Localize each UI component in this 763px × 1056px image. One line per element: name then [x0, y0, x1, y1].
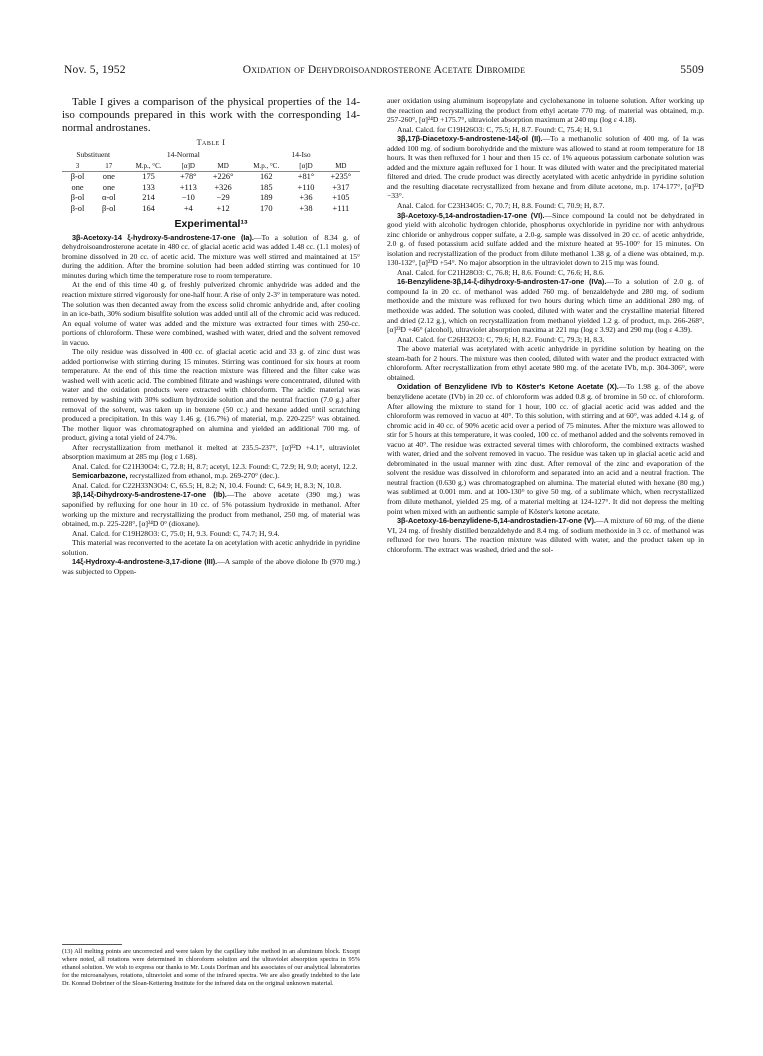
running-title: Oxidation of Dehydroisoandrosterone Acetate Dibromide [242, 64, 526, 76]
table-body [62, 172, 360, 215]
table-cell: 162 [259, 172, 273, 182]
paragraph-text: This material was reconverted to the acetate Ia on acetylation with acetic anhydride in pyridine solution. [62, 538, 360, 557]
body-paragraph [387, 268, 704, 278]
paragraph-text: Anal. Calcd. for C22H33N3O4: C, 65.5; H, 8.2; N, 10.4. Found: C, 64.9; H, 8.3; N, 10.8. [72, 480, 342, 490]
paragraph-text: After recrystallization from methanol it melted at 235.5-237°, [α]²²D +4.1°, ultraviolet absorption maximum at 285 mμ (log ε 1.68). [62, 442, 360, 462]
table-cell: −29 [216, 193, 230, 203]
body-paragraph [62, 347, 360, 442]
compound-heading: 3β-Acetoxy-5,14-androstadien-17-one (VI). [397, 210, 545, 220]
paragraph-text: recrystallized from ethanol, m.p. 269-270° (dec.). [127, 471, 280, 481]
compound-heading: Oxidation of Benzylidene IVb to Köster's Ketone Acetate (X). [397, 382, 619, 392]
body-paragraph [62, 529, 360, 539]
table-row [62, 193, 360, 204]
table-header-cell: 17 [93, 161, 124, 172]
paragraph-text: —To 1.98 g. of the above benzylidene acetate (IVb) in 20 cc. of chloroform was added 0.8 g. of bromine in 50 cc. of chloroform. After allowing the mixture to stand for 1 hour, 100 cc. of glacial acetic acid was added and the chloroform was removed in vacuo at 40°. To this solution, with stirring and at 60°, was added 4.14 g. of chromic acid in 40 cc. of 90% acetic acid over a period of 75 minutes. After the mixture was allowed to stir for 5 hours at this temperature, it was cooled, 100 cc. of methanol added and the solvents removed in vacuo at 40°. The residue was extracted several times with chloroform, the combined extracts washed with water, dried and the solvent removed in vacuo. The residue was taken up in glacial acetic acid and debrominated in the usual manner with zinc dust. After removal of the zinc and evaporation of the solvent the residue was dissolved in chloroform and separated into an acid and a neutral fraction. The neutral fraction (0.630 g.) was chromatographed on alumina. The material eluted with hexane (80 mg.) was sublimed at 0.001 mm. and at 100-130° to give 50 mg. of a sublimate which, when recrystallized from dilute methanol, yielded 25 mg. of a material melting at 124-127°. It did not depress the melting point when mixed with an authentic sample of Köster's ketone acetate. [387, 382, 704, 516]
body-paragraph [387, 516, 704, 554]
paragraph-text: auer oxidation using aluminum isopropylate and cyclohexanone in toluene solution. After working up the reaction and recrystallizing the product from ethyl acetate 770 mg. of material was obtained, m.p. 257-260°, [α]²⁴D +175.7°, ultraviolet absorption maximum at 240 mμ (log ε 4.18). [387, 96, 704, 125]
compound-heading: 14ξ-Hydroxy-4-androstene-3,17-dione (III). [72, 557, 218, 567]
body-paragraph [387, 277, 704, 334]
table-cell: +110 [297, 182, 315, 192]
table-cell: 164 [142, 203, 155, 213]
table-header-cell: MD [322, 161, 360, 172]
right-column [387, 96, 704, 554]
compound-heading: 16-Benzylidene-3β,14-ξ-dihydroxy-5-androsten-17-one (IVa). [397, 277, 607, 287]
table-header-cell: [α]D [173, 161, 204, 172]
group-substituent: Substituent [76, 150, 111, 160]
left-paragraphs [62, 233, 360, 577]
table-cell: one [102, 172, 115, 182]
table-cell: +226° [212, 172, 234, 182]
paragraph-text: Anal. Calcd. for C23H34O5: C, 70.7; H, 8.8. Found: C, 70.9; H, 8.7. [397, 201, 605, 211]
table-cell: +235° [330, 172, 352, 182]
paragraph-text: At the end of this time 40 g. of freshly pulverized chromic anhydride was added and the reaction mixture stirred vigorously for one-half hour. A rise of only 2-3° in temperature was noted. The solution was then decanted away from the excess solid chromic anhydride and, after cooling in an ice-bath, 30% sodium bisulfite solution was added until all of the chromic acid was reduced. An equal volume of water was added and the mixture was extracted four times with 250-cc. portions of chloroform. These were combined, washed with water, dried and the solvent removed in vacuo. [62, 280, 360, 347]
table-header-cell: MD [204, 161, 242, 172]
compound-heading: 3β-Acetoxy-14 ξ-hydroxy-5-androstene-17-one (Ia). [72, 232, 254, 242]
body-paragraph [387, 96, 704, 125]
table-cell: 175 [142, 172, 155, 182]
table-header-cell: M.p., °C. [125, 161, 173, 172]
body-paragraph [387, 344, 704, 382]
body-paragraph [62, 233, 360, 281]
compound-heading: 3β-Acetoxy-16-benzylidene-5,14-androstadien-17-one (V). [397, 516, 596, 526]
table-cell: +12 [216, 203, 230, 213]
body-paragraph [387, 125, 704, 135]
table-cell: +38 [299, 203, 313, 213]
paragraph-text: Anal. Calcd. for C26H32O3: C, 79.6; H, 8.2. Found: C, 79.3; H, 8.3. [397, 334, 605, 344]
footnote: (13) All melting points are uncorrected and were taken by the capillary tube method in an aluminum block. Except where noted, all rotations were determined in chloroform solution and the ultraviolet absorption spectra in 95% ethanol solution. We wish to express our thanks to Mr. Louis Dorfman and his associates of our analytical laboratories for the microanalyses, rotations, ultraviolet and some of the infrared spectra. We are also greatly indebted to the late Dr. Konrad Dobriner of the Sloan-Kettering Institute for the infrared data on the original unknown material. [62, 948, 360, 987]
paragraph-text: The above material was acetylated with acetic anhydride in pyridine solution by heating on the steam-bath for 2 hours. The mixture was then cooled, diluted with water and the product extracted with chloroform. After recrystallization from ethyl acetate 980 mg. of the acetate IVb, m.p. 304-306°, were obtained. [387, 344, 704, 382]
body-paragraph [387, 201, 704, 211]
table-column-headers [62, 161, 360, 172]
table-header-cell: [α]D [290, 161, 321, 172]
table-cell: +113 [179, 182, 197, 192]
paragraph-text: —Since compound Ia could not be dehydrated in good yield with alcoholic hydrogen chloride, phosphorus oxychloride in pyridine nor with anhydrous zinc chloride or anhydrous copper sulfate, a 2.0-g. sample was dissolved in 20 cc. of acetic anhydride, 2.0 g. of fused potassium acid sulfate added and the mixture heated at 95-100° for 15 minutes. On isolation and recrystallization of the product from dilute methanol 1.38 g. of a diene was obtained, m.p. 130-132°, [α]²³D +54°. No major absorption in the ultraviolet down to 215 mμ was found. [387, 210, 704, 268]
table-row [62, 204, 360, 215]
table-cell: +78° [180, 172, 197, 182]
paragraph-text: —The above acetate (390 mg.) was saponified by refluxing for one hour in 10 cc. of 5% potassium hydroxide in methanol. After working up the mixture and recrystallizing the product from methanol, 250 mg. of material was obtained, m.p. 225-228°, [α]²⁴D 0° (dioxane). [62, 490, 360, 529]
table-cell: +81° [297, 172, 315, 182]
compound-heading: Semicarbazone, [72, 471, 128, 481]
body-paragraph [62, 490, 360, 528]
body-paragraph [387, 335, 704, 345]
paragraph-text: —A sample of the above diolone Ib (970 mg.) was subjected to Oppen- [62, 557, 360, 576]
body-paragraph [62, 280, 360, 347]
table-cell: β-ol [70, 203, 85, 213]
table-cell: 185 [259, 182, 273, 192]
table-caption: Table I [196, 137, 226, 147]
page-header [64, 64, 704, 80]
body-paragraph [387, 134, 704, 201]
compound-heading: 3β,17β-Diacetoxy-5-androstene-14ξ-ol (II). [397, 134, 543, 144]
table-cell: β-ol [70, 172, 85, 182]
table-cell: one [71, 182, 84, 192]
compound-heading: 3β,14ξ-Dihydroxy-5-androstene-17-one (Ib). [72, 490, 227, 500]
group-normal: 14-Normal [166, 150, 200, 160]
left-column [62, 96, 360, 576]
table-cell: one [102, 182, 115, 192]
table-row [62, 172, 360, 183]
table-1 [62, 150, 360, 214]
paragraph-text: Anal. Calcd. for C21H28O3: C, 76.8; H, 8.6. Found: C, 76.6; H, 8.6. [397, 267, 605, 277]
table-row [62, 183, 360, 194]
table-header-cell: 3 [62, 161, 93, 172]
table-cell: +36 [299, 193, 313, 203]
group-iso: 14-Iso [291, 150, 311, 160]
table-cell: +4 [183, 203, 193, 213]
header-date: Nov. 5, 1952 [64, 64, 126, 76]
page-number: 5509 [680, 64, 704, 76]
table-header-cell: M.p., °C. [242, 161, 290, 172]
table-cell: 133 [142, 182, 155, 192]
body-paragraph [62, 481, 360, 491]
footnote-rule [62, 944, 122, 945]
table-cell: +105 [332, 193, 350, 203]
table-cell: +111 [332, 203, 350, 213]
table-cell: 189 [259, 193, 273, 203]
body-paragraph [62, 443, 360, 462]
body-paragraph [62, 538, 360, 557]
paragraph-text: Anal. Calcd. for C21H30O4: C, 72.8; H, 8.7; acetyl, 12.3. Found: C, 72.9; H, 9.0; acetyl, 12.2. [72, 461, 358, 471]
paragraph-text: —To a solution of 8.34 g. of dehydroisoandrosterone acetate in 480 cc. of glacial acetic acid was added 1.48 cc. (1.1 moles) of bromine dissolved in 20 cc. of acetic acid. The mixture was well stirred and maintained at 15° during the addition. After the bromine solution had been added stirring was continued for 10 minutes during which time the temperature rose to room temperature. [62, 232, 360, 280]
table-cell: β-ol [102, 203, 116, 213]
table-cell: +317 [332, 182, 350, 192]
table-cell: +326 [214, 182, 232, 192]
body-paragraph [387, 382, 704, 516]
paragraph-text: Anal. Calcd. for C19H26O3: C, 75.5; H, 8.7. Found: C, 75.4; H, 9.1 [397, 124, 603, 134]
table-cell: α-ol [101, 193, 116, 203]
body-paragraph [62, 557, 360, 576]
paragraph-text: The oily residue was dissolved in 400 cc. of glacial acetic acid and 33 g. of zinc dust was added portionwise with stirring during 15 minutes. Stirring was continued for six hours at room temperature. At the end of this time the reaction mixture was filtered and the filter cake was washed well with acetic acid. The combined filtrate and washings were concentrated, diluted with water and the oxidation products were extracted with chloroform. The acidic material was removed by washing with 30% sodium hydroxide solution and the neutral fraction (7.0 g.) after removal of the solvent, was taken up in benzene (50 cc.) and hexane added until scratching produced a precipitation. In this way 1.46 g. (16.7%) of material, m.p. 220-225° was obtained. The mother liquor was chromatographed on alumina and yielded an additional 700 mg. of product, giving a total yield of 24.7%. [62, 347, 360, 443]
table-cell: 170 [259, 203, 273, 213]
intro-paragraph: Table I gives a comparison of the physical properties of the 14-iso compounds prepared in this work with the corresponding 14-normal androstanes. [62, 96, 360, 135]
right-paragraphs [387, 96, 704, 554]
paragraph-text: —To a methanolic solution of 400 mg. of Ia was added 100 mg. of sodium borohydride and the mixture was allowed to stand at room temperature for 18 hours. It was then refluxed for 1 hour and then 15 cc. of 1% aqueous potassium carbonate solution was added and the mixture again refluxed for 1 hour. It was diluted with water and the precipitated material filtered and dried. The crude product was directly acetylated with acetic anhydride in pyridine solution and the resulting diacetate recrystallized from hexane and from dilute acetone, m.p. 174-177°, [α]²³D −33°. [387, 134, 704, 201]
paragraph-text: —A mixture of 60 mg. of the diene VI, 24 mg. of freshly distilled benzaldehyde and 8.4 mg. of sodium methoxide in 3 cc. of methanol was refluxed for two hours. The reaction mixture was diluted with water, and the product taken up in chloroform. The extract was washed, dried and the sol- [387, 516, 704, 554]
table-group-header [62, 150, 360, 161]
body-paragraph [62, 462, 360, 472]
experimental-heading: Experimental¹³ [174, 218, 248, 231]
body-paragraph [62, 471, 360, 481]
table-cell: −10 [181, 193, 195, 203]
body-paragraph [387, 211, 704, 268]
table-cell: β-ol [70, 193, 85, 203]
paragraph-text: —To a solution of 2.0 g. of compound Ia in 20 cc. of methanol was added 760 mg. of benzaldehyde and 280 mg. of sodium methoxide and the mixture was refluxed for two hours during which time an additional 280 mg. of methoxide was added. The solution was cooled, diluted with water and the crystalline material filtered and dried (2.12 g.), which on recrystallization from methanol yielded 1.2 g. of product, m.p. 266-268°, [α]²³D +46° (alcohol), ultraviolet absorption maxima at 221 mμ (log ε 3.92) and 290 mμ (log ε 4.39). [387, 277, 705, 335]
paragraph-text: Anal. Calcd. for C19H28O3: C, 75.0; H, 9.3. Found: C, 74.7; H, 9.4. [72, 528, 280, 538]
table-cell: 214 [142, 193, 155, 203]
